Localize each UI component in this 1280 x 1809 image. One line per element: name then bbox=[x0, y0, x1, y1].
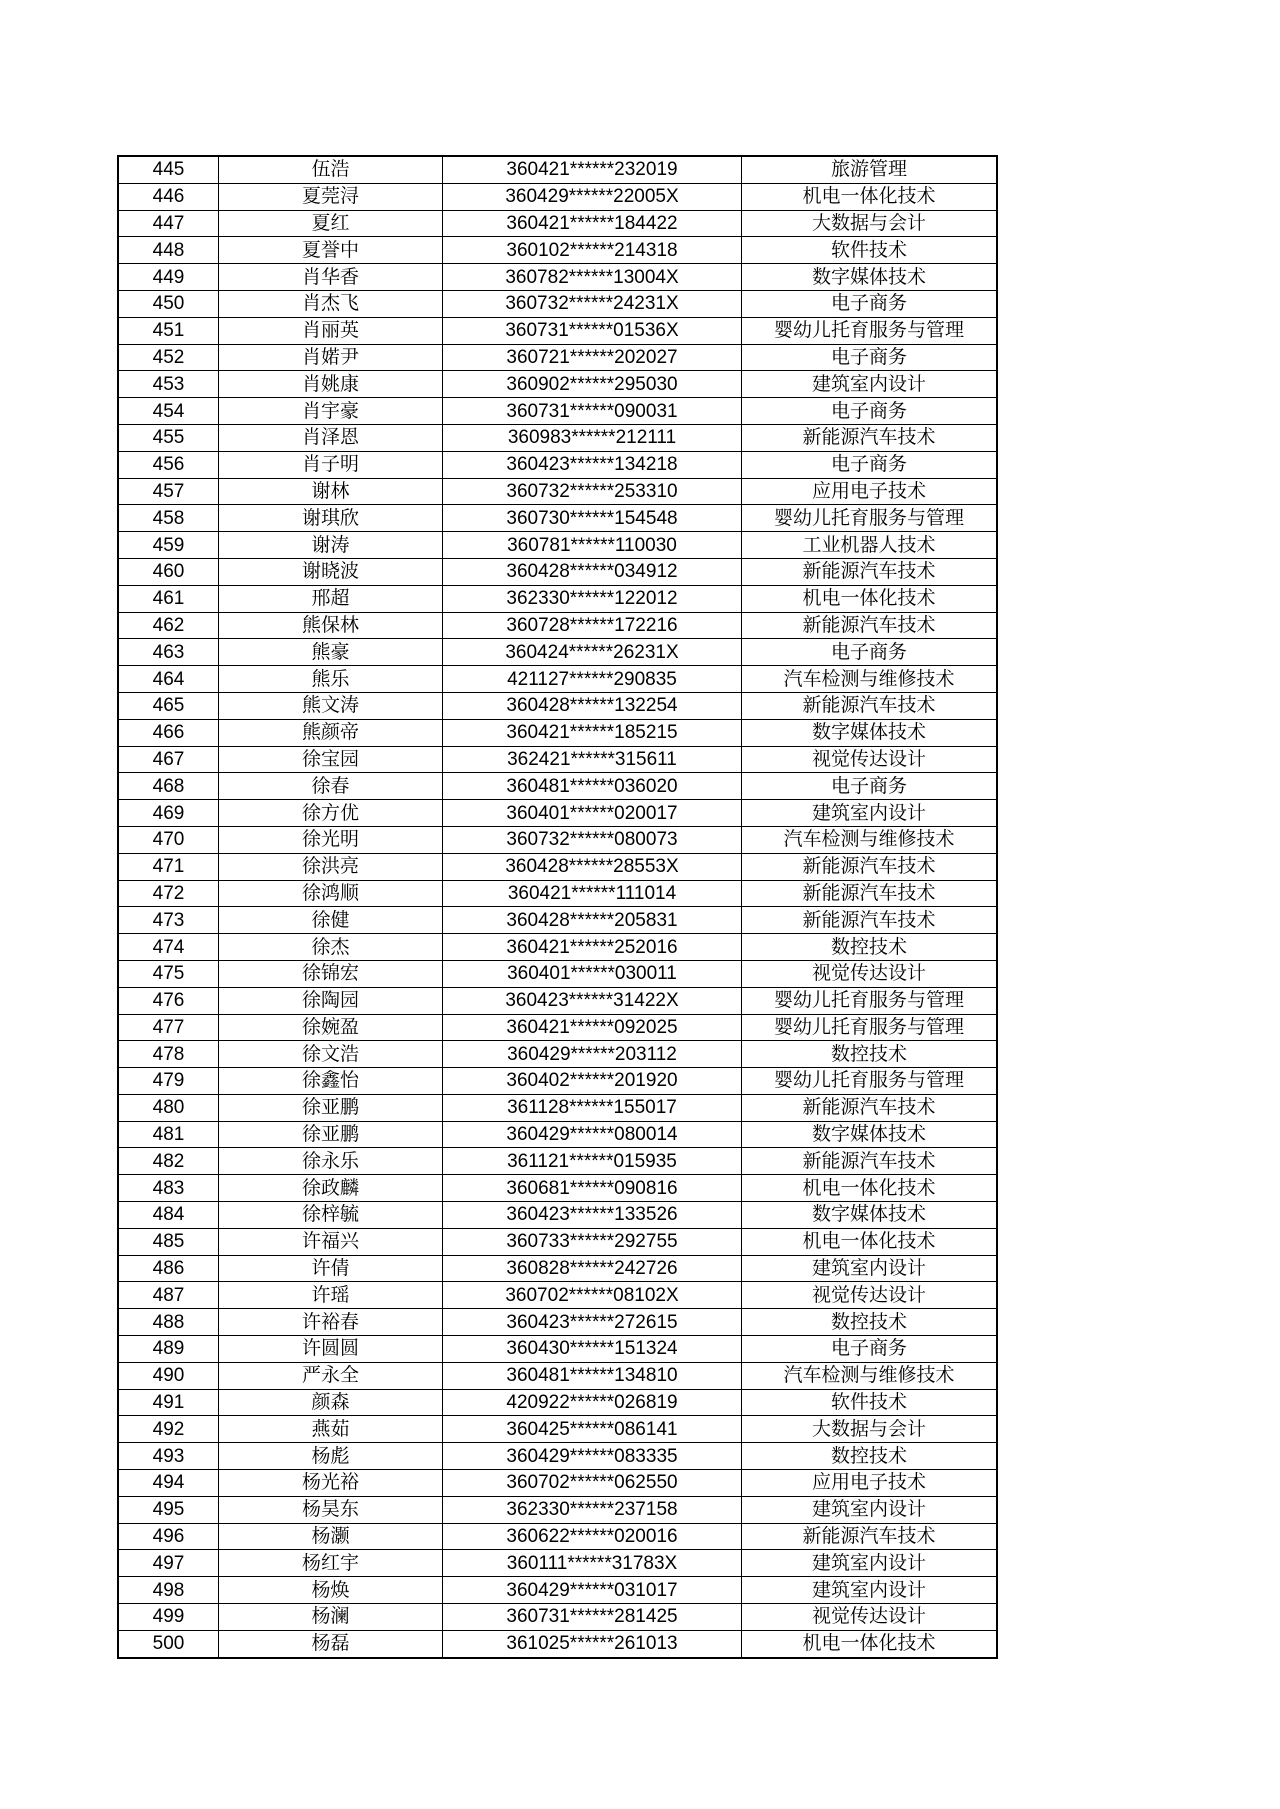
student-name-cell: 邢超 bbox=[219, 585, 443, 612]
id-number-cell: 362421******315611 bbox=[443, 746, 742, 773]
major-cell: 电子商务 bbox=[742, 290, 998, 317]
id-number-cell: 360401******030011 bbox=[443, 960, 742, 987]
major-cell: 新能源汽车技术 bbox=[742, 880, 998, 907]
major-cell: 电子商务 bbox=[742, 398, 998, 425]
serial-number-cell: 495 bbox=[118, 1496, 219, 1523]
id-number-cell: 360423******272615 bbox=[443, 1309, 742, 1336]
major-cell: 大数据与会计 bbox=[742, 210, 998, 237]
id-number-cell: 360111******31783X bbox=[443, 1550, 742, 1577]
major-cell: 建筑室内设计 bbox=[742, 1577, 998, 1604]
major-cell: 机电一体化技术 bbox=[742, 585, 998, 612]
id-number-cell: 360983******212111 bbox=[443, 424, 742, 451]
table-row bbox=[118, 987, 997, 1014]
major-cell: 数控技术 bbox=[742, 1041, 998, 1068]
major-cell: 新能源汽车技术 bbox=[742, 907, 998, 934]
table-row bbox=[118, 719, 997, 746]
student-name-cell: 熊文涛 bbox=[219, 692, 443, 719]
major-cell: 婴幼儿托育服务与管理 bbox=[742, 987, 998, 1014]
serial-number-cell: 491 bbox=[118, 1389, 219, 1416]
serial-number-cell: 466 bbox=[118, 719, 219, 746]
table-row bbox=[118, 1389, 997, 1416]
major-cell: 婴幼儿托育服务与管理 bbox=[742, 1068, 998, 1095]
major-cell: 旅游管理 bbox=[742, 156, 998, 183]
serial-number-cell: 445 bbox=[118, 156, 219, 183]
serial-number-cell: 459 bbox=[118, 532, 219, 559]
serial-number-cell: 465 bbox=[118, 692, 219, 719]
id-number-cell: 360622******020016 bbox=[443, 1523, 742, 1550]
major-cell: 建筑室内设计 bbox=[742, 800, 998, 827]
id-number-cell: 360402******201920 bbox=[443, 1068, 742, 1095]
major-cell: 应用电子技术 bbox=[742, 1470, 998, 1497]
major-cell: 建筑室内设计 bbox=[742, 1496, 998, 1523]
student-name-cell: 杨焕 bbox=[219, 1577, 443, 1604]
student-name-cell: 肖泽恩 bbox=[219, 424, 443, 451]
serial-number-cell: 468 bbox=[118, 773, 219, 800]
major-cell: 婴幼儿托育服务与管理 bbox=[742, 317, 998, 344]
student-name-cell: 伍浩 bbox=[219, 156, 443, 183]
id-number-cell: 360782******13004X bbox=[443, 264, 742, 291]
student-name-cell: 肖华香 bbox=[219, 264, 443, 291]
student-name-cell: 许福兴 bbox=[219, 1228, 443, 1255]
id-number-cell: 360728******172216 bbox=[443, 612, 742, 639]
id-number-cell: 360421******111014 bbox=[443, 880, 742, 907]
serial-number-cell: 469 bbox=[118, 800, 219, 827]
serial-number-cell: 500 bbox=[118, 1630, 219, 1657]
major-cell: 婴幼儿托育服务与管理 bbox=[742, 1014, 998, 1041]
table-body bbox=[118, 156, 997, 1658]
student-name-cell: 徐鑫怡 bbox=[219, 1068, 443, 1095]
serial-number-cell: 448 bbox=[118, 237, 219, 264]
serial-number-cell: 481 bbox=[118, 1121, 219, 1148]
student-name-cell: 许倩 bbox=[219, 1255, 443, 1282]
major-cell: 汽车检测与维修技术 bbox=[742, 1362, 998, 1389]
table-row bbox=[118, 532, 997, 559]
table-row bbox=[118, 1068, 997, 1095]
major-cell: 机电一体化技术 bbox=[742, 183, 998, 210]
serial-number-cell: 496 bbox=[118, 1523, 219, 1550]
id-number-cell: 360428******034912 bbox=[443, 558, 742, 585]
student-name-cell: 徐春 bbox=[219, 773, 443, 800]
major-cell: 新能源汽车技术 bbox=[742, 1523, 998, 1550]
table-row bbox=[118, 264, 997, 291]
student-name-cell: 肖宇豪 bbox=[219, 398, 443, 425]
student-name-cell: 杨昊东 bbox=[219, 1496, 443, 1523]
major-cell: 汽车检测与维修技术 bbox=[742, 826, 998, 853]
major-cell: 数控技术 bbox=[742, 934, 998, 961]
table-row bbox=[118, 317, 997, 344]
student-name-cell: 熊保林 bbox=[219, 612, 443, 639]
serial-number-cell: 485 bbox=[118, 1228, 219, 1255]
serial-number-cell: 454 bbox=[118, 398, 219, 425]
major-cell: 电子商务 bbox=[742, 1336, 998, 1363]
student-name-cell: 熊豪 bbox=[219, 639, 443, 666]
table-row bbox=[118, 237, 997, 264]
table-row bbox=[118, 1175, 997, 1202]
table-row bbox=[118, 960, 997, 987]
major-cell: 建筑室内设计 bbox=[742, 371, 998, 398]
serial-number-cell: 487 bbox=[118, 1282, 219, 1309]
serial-number-cell: 484 bbox=[118, 1202, 219, 1229]
major-cell: 数字媒体技术 bbox=[742, 1202, 998, 1229]
major-cell: 视觉传达设计 bbox=[742, 1604, 998, 1631]
student-name-cell: 夏莞浔 bbox=[219, 183, 443, 210]
id-number-cell: 360421******184422 bbox=[443, 210, 742, 237]
student-name-cell: 杨红宇 bbox=[219, 1550, 443, 1577]
id-number-cell: 360721******202027 bbox=[443, 344, 742, 371]
id-number-cell: 360731******281425 bbox=[443, 1604, 742, 1631]
table-row bbox=[118, 639, 997, 666]
id-number-cell: 360430******151324 bbox=[443, 1336, 742, 1363]
student-name-cell: 许裕春 bbox=[219, 1309, 443, 1336]
student-name-cell: 严永全 bbox=[219, 1362, 443, 1389]
student-name-cell: 谢林 bbox=[219, 478, 443, 505]
serial-number-cell: 494 bbox=[118, 1470, 219, 1497]
table-row bbox=[118, 1094, 997, 1121]
id-number-cell: 360732******24231X bbox=[443, 290, 742, 317]
serial-number-cell: 488 bbox=[118, 1309, 219, 1336]
serial-number-cell: 451 bbox=[118, 317, 219, 344]
serial-number-cell: 486 bbox=[118, 1255, 219, 1282]
id-number-cell: 360429******22005X bbox=[443, 183, 742, 210]
serial-number-cell: 476 bbox=[118, 987, 219, 1014]
table-row bbox=[118, 1148, 997, 1175]
table-row bbox=[118, 1336, 997, 1363]
student-name-cell: 熊乐 bbox=[219, 666, 443, 693]
table-row bbox=[118, 1202, 997, 1229]
table-row bbox=[118, 880, 997, 907]
student-name-cell: 徐鸿顺 bbox=[219, 880, 443, 907]
serial-number-cell: 480 bbox=[118, 1094, 219, 1121]
table-row bbox=[118, 183, 997, 210]
serial-number-cell: 470 bbox=[118, 826, 219, 853]
serial-number-cell: 458 bbox=[118, 505, 219, 532]
table-row bbox=[118, 800, 997, 827]
major-cell: 新能源汽车技术 bbox=[742, 612, 998, 639]
student-name-cell: 熊颜帝 bbox=[219, 719, 443, 746]
major-cell: 电子商务 bbox=[742, 773, 998, 800]
serial-number-cell: 446 bbox=[118, 183, 219, 210]
serial-number-cell: 492 bbox=[118, 1416, 219, 1443]
id-number-cell: 360781******110030 bbox=[443, 532, 742, 559]
table-row bbox=[118, 1577, 997, 1604]
table-row bbox=[118, 1014, 997, 1041]
id-number-cell: 360424******26231X bbox=[443, 639, 742, 666]
serial-number-cell: 473 bbox=[118, 907, 219, 934]
student-name-cell: 许瑶 bbox=[219, 1282, 443, 1309]
serial-number-cell: 462 bbox=[118, 612, 219, 639]
student-name-cell: 徐梓毓 bbox=[219, 1202, 443, 1229]
table-row bbox=[118, 1443, 997, 1470]
table-row bbox=[118, 478, 997, 505]
serial-number-cell: 450 bbox=[118, 290, 219, 317]
id-number-cell: 360731******01536X bbox=[443, 317, 742, 344]
id-number-cell: 362330******237158 bbox=[443, 1496, 742, 1523]
table-row bbox=[118, 371, 997, 398]
student-name-cell: 徐文浩 bbox=[219, 1041, 443, 1068]
table-row bbox=[118, 451, 997, 478]
id-number-cell: 360428******28553X bbox=[443, 853, 742, 880]
student-name-cell: 徐永乐 bbox=[219, 1148, 443, 1175]
table-row bbox=[118, 585, 997, 612]
serial-number-cell: 461 bbox=[118, 585, 219, 612]
id-number-cell: 360421******092025 bbox=[443, 1014, 742, 1041]
id-number-cell: 360428******132254 bbox=[443, 692, 742, 719]
serial-number-cell: 479 bbox=[118, 1068, 219, 1095]
id-number-cell: 360732******080073 bbox=[443, 826, 742, 853]
serial-number-cell: 455 bbox=[118, 424, 219, 451]
major-cell: 数字媒体技术 bbox=[742, 264, 998, 291]
major-cell: 视觉传达设计 bbox=[742, 960, 998, 987]
major-cell: 数控技术 bbox=[742, 1309, 998, 1336]
student-name-cell: 徐洪亮 bbox=[219, 853, 443, 880]
id-number-cell: 360429******031017 bbox=[443, 1577, 742, 1604]
major-cell: 大数据与会计 bbox=[742, 1416, 998, 1443]
student-list-table bbox=[117, 155, 998, 1659]
student-name-cell: 肖姚康 bbox=[219, 371, 443, 398]
table-row bbox=[118, 666, 997, 693]
serial-number-cell: 490 bbox=[118, 1362, 219, 1389]
student-name-cell: 徐亚鹏 bbox=[219, 1121, 443, 1148]
id-number-cell: 360423******31422X bbox=[443, 987, 742, 1014]
major-cell: 电子商务 bbox=[742, 451, 998, 478]
serial-number-cell: 463 bbox=[118, 639, 219, 666]
id-number-cell: 360681******090816 bbox=[443, 1175, 742, 1202]
student-name-cell: 杨彪 bbox=[219, 1443, 443, 1470]
student-name-cell: 颜森 bbox=[219, 1389, 443, 1416]
id-number-cell: 360730******154548 bbox=[443, 505, 742, 532]
serial-number-cell: 499 bbox=[118, 1604, 219, 1631]
id-number-cell: 360481******134810 bbox=[443, 1362, 742, 1389]
student-name-cell: 肖子明 bbox=[219, 451, 443, 478]
major-cell: 视觉传达设计 bbox=[742, 746, 998, 773]
id-number-cell: 421127******290835 bbox=[443, 666, 742, 693]
table-row bbox=[118, 1523, 997, 1550]
student-name-cell: 谢涛 bbox=[219, 532, 443, 559]
id-number-cell: 360828******242726 bbox=[443, 1255, 742, 1282]
id-number-cell: 360429******080014 bbox=[443, 1121, 742, 1148]
id-number-cell: 360429******203112 bbox=[443, 1041, 742, 1068]
table-row bbox=[118, 773, 997, 800]
major-cell: 机电一体化技术 bbox=[742, 1630, 998, 1657]
table-row bbox=[118, 853, 997, 880]
id-number-cell: 360731******090031 bbox=[443, 398, 742, 425]
table-row bbox=[118, 1121, 997, 1148]
table-row bbox=[118, 1362, 997, 1389]
id-number-cell: 360421******252016 bbox=[443, 934, 742, 961]
student-name-cell: 杨光裕 bbox=[219, 1470, 443, 1497]
major-cell: 机电一体化技术 bbox=[742, 1175, 998, 1202]
major-cell: 婴幼儿托育服务与管理 bbox=[742, 505, 998, 532]
student-name-cell: 徐宝园 bbox=[219, 746, 443, 773]
table-row bbox=[118, 1496, 997, 1523]
table-row bbox=[118, 505, 997, 532]
student-name-cell: 杨灏 bbox=[219, 1523, 443, 1550]
table-row bbox=[118, 692, 997, 719]
table-row bbox=[118, 1309, 997, 1336]
id-number-cell: 360733******292755 bbox=[443, 1228, 742, 1255]
serial-number-cell: 493 bbox=[118, 1443, 219, 1470]
serial-number-cell: 464 bbox=[118, 666, 219, 693]
serial-number-cell: 471 bbox=[118, 853, 219, 880]
student-name-cell: 许圆圆 bbox=[219, 1336, 443, 1363]
major-cell: 软件技术 bbox=[742, 1389, 998, 1416]
id-number-cell: 360428******205831 bbox=[443, 907, 742, 934]
table-row bbox=[118, 344, 997, 371]
student-name-cell: 徐政麟 bbox=[219, 1175, 443, 1202]
student-name-cell: 夏红 bbox=[219, 210, 443, 237]
table-row bbox=[118, 826, 997, 853]
major-cell: 机电一体化技术 bbox=[742, 1228, 998, 1255]
table-row bbox=[118, 934, 997, 961]
student-name-cell: 肖杰飞 bbox=[219, 290, 443, 317]
serial-number-cell: 457 bbox=[118, 478, 219, 505]
table-row bbox=[118, 1550, 997, 1577]
student-name-cell: 徐陶园 bbox=[219, 987, 443, 1014]
serial-number-cell: 449 bbox=[118, 264, 219, 291]
serial-number-cell: 475 bbox=[118, 960, 219, 987]
id-number-cell: 361025******261013 bbox=[443, 1630, 742, 1657]
table-row bbox=[118, 398, 997, 425]
id-number-cell: 360481******036020 bbox=[443, 773, 742, 800]
major-cell: 新能源汽车技术 bbox=[742, 1148, 998, 1175]
student-name-cell: 徐杰 bbox=[219, 934, 443, 961]
id-number-cell: 361121******015935 bbox=[443, 1148, 742, 1175]
table-row bbox=[118, 746, 997, 773]
serial-number-cell: 472 bbox=[118, 880, 219, 907]
serial-number-cell: 460 bbox=[118, 558, 219, 585]
major-cell: 应用电子技术 bbox=[742, 478, 998, 505]
id-number-cell: 360429******083335 bbox=[443, 1443, 742, 1470]
major-cell: 电子商务 bbox=[742, 639, 998, 666]
major-cell: 数字媒体技术 bbox=[742, 719, 998, 746]
id-number-cell: 360102******214318 bbox=[443, 237, 742, 264]
student-name-cell: 徐锦宏 bbox=[219, 960, 443, 987]
major-cell: 数字媒体技术 bbox=[742, 1121, 998, 1148]
table-row bbox=[118, 1470, 997, 1497]
student-name-cell: 徐方优 bbox=[219, 800, 443, 827]
id-number-cell: 360902******295030 bbox=[443, 371, 742, 398]
serial-number-cell: 467 bbox=[118, 746, 219, 773]
major-cell: 数控技术 bbox=[742, 1443, 998, 1470]
id-number-cell: 360702******08102X bbox=[443, 1282, 742, 1309]
table-row bbox=[118, 1228, 997, 1255]
student-name-cell: 谢晓波 bbox=[219, 558, 443, 585]
student-name-cell: 徐健 bbox=[219, 907, 443, 934]
student-name-cell: 肖婼尹 bbox=[219, 344, 443, 371]
serial-number-cell: 483 bbox=[118, 1175, 219, 1202]
id-number-cell: 360421******232019 bbox=[443, 156, 742, 183]
table-row bbox=[118, 1416, 997, 1443]
id-number-cell: 360702******062550 bbox=[443, 1470, 742, 1497]
table-row bbox=[118, 424, 997, 451]
table-row bbox=[118, 907, 997, 934]
id-number-cell: 361128******155017 bbox=[443, 1094, 742, 1121]
serial-number-cell: 498 bbox=[118, 1577, 219, 1604]
student-name-cell: 徐婉盈 bbox=[219, 1014, 443, 1041]
table-row bbox=[118, 156, 997, 183]
student-name-cell: 徐光明 bbox=[219, 826, 443, 853]
table-row bbox=[118, 1255, 997, 1282]
major-cell: 软件技术 bbox=[742, 237, 998, 264]
table-row bbox=[118, 210, 997, 237]
serial-number-cell: 453 bbox=[118, 371, 219, 398]
major-cell: 电子商务 bbox=[742, 344, 998, 371]
serial-number-cell: 474 bbox=[118, 934, 219, 961]
student-name-cell: 谢琪欣 bbox=[219, 505, 443, 532]
table-row bbox=[118, 1041, 997, 1068]
major-cell: 建筑室内设计 bbox=[742, 1255, 998, 1282]
serial-number-cell: 447 bbox=[118, 210, 219, 237]
serial-number-cell: 497 bbox=[118, 1550, 219, 1577]
major-cell: 汽车检测与维修技术 bbox=[742, 666, 998, 693]
major-cell: 新能源汽车技术 bbox=[742, 558, 998, 585]
major-cell: 工业机器人技术 bbox=[742, 532, 998, 559]
table-row bbox=[118, 1282, 997, 1309]
table-row bbox=[118, 558, 997, 585]
id-number-cell: 420922******026819 bbox=[443, 1389, 742, 1416]
major-cell: 新能源汽车技术 bbox=[742, 692, 998, 719]
id-number-cell: 360425******086141 bbox=[443, 1416, 742, 1443]
major-cell: 新能源汽车技术 bbox=[742, 853, 998, 880]
student-name-cell: 徐亚鹏 bbox=[219, 1094, 443, 1121]
major-cell: 视觉传达设计 bbox=[742, 1282, 998, 1309]
serial-number-cell: 456 bbox=[118, 451, 219, 478]
id-number-cell: 360732******253310 bbox=[443, 478, 742, 505]
student-name-cell: 夏誉中 bbox=[219, 237, 443, 264]
student-name-cell: 肖丽英 bbox=[219, 317, 443, 344]
id-number-cell: 360423******134218 bbox=[443, 451, 742, 478]
major-cell: 新能源汽车技术 bbox=[742, 424, 998, 451]
major-cell: 建筑室内设计 bbox=[742, 1550, 998, 1577]
id-number-cell: 362330******122012 bbox=[443, 585, 742, 612]
student-name-cell: 燕茹 bbox=[219, 1416, 443, 1443]
serial-number-cell: 477 bbox=[118, 1014, 219, 1041]
id-number-cell: 360421******185215 bbox=[443, 719, 742, 746]
id-number-cell: 360423******133526 bbox=[443, 1202, 742, 1229]
serial-number-cell: 478 bbox=[118, 1041, 219, 1068]
serial-number-cell: 452 bbox=[118, 344, 219, 371]
table-row bbox=[118, 1630, 997, 1657]
serial-number-cell: 489 bbox=[118, 1336, 219, 1363]
student-name-cell: 杨磊 bbox=[219, 1630, 443, 1657]
major-cell: 新能源汽车技术 bbox=[742, 1094, 998, 1121]
student-name-cell: 杨澜 bbox=[219, 1604, 443, 1631]
serial-number-cell: 482 bbox=[118, 1148, 219, 1175]
table-row bbox=[118, 290, 997, 317]
id-number-cell: 360401******020017 bbox=[443, 800, 742, 827]
table-row bbox=[118, 1604, 997, 1631]
table-row bbox=[118, 612, 997, 639]
